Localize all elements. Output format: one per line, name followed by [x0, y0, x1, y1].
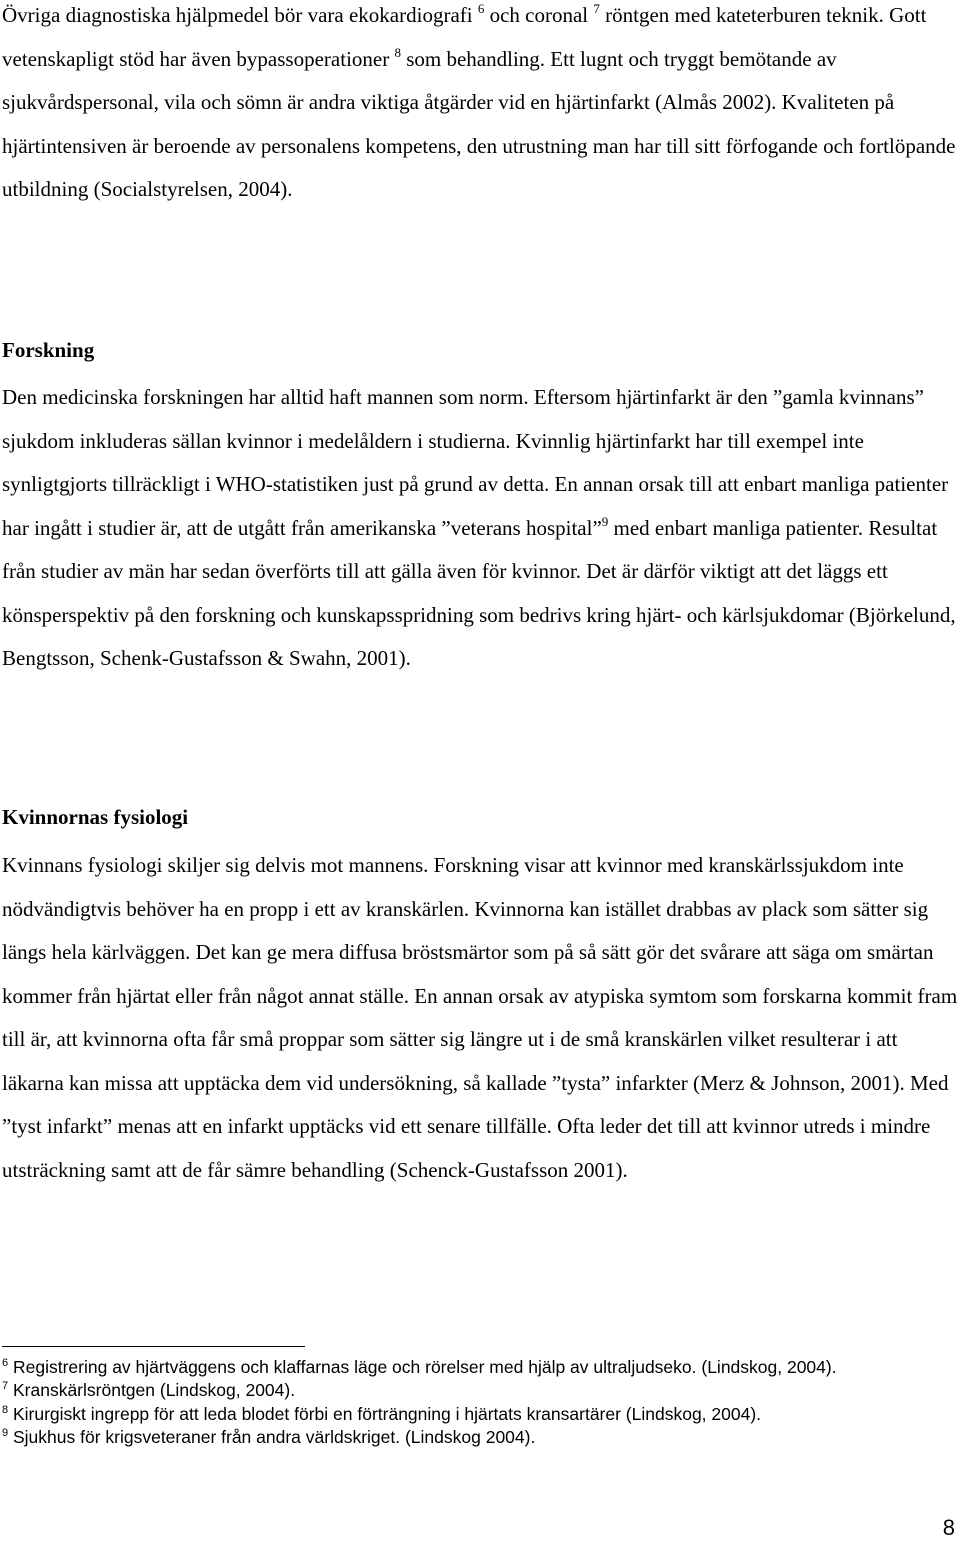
- forskning-text-1: Den medicinska forskningen har alltid haft mannen som norm. Eftersom hjärtinfarkt är den ”gamla kvinnans” sjukdom inkluderas sällan kvinnor i medelåldern i studierna. Kvinnlig hjärtinfarkt har till exempel inte synligtgjorts tillräckligt i WHO-statistiken just på grund av detta. En annan orsak till att enbart manliga patienter har ingått i studier är, att de utgått från amerikanska ”veterans hospital”: [2, 385, 949, 540]
- footnote-number: 8: [2, 1403, 9, 1416]
- forskning-paragraph: [2, 376, 958, 681]
- footnote-text: Kirurgiskt ingrepp för att leda blodet förbi en förträngning i hjärtats kransartärer (Lindskog, 2004).: [8, 1403, 762, 1424]
- footnote-text: Sjukhus för krigsveteraner från andra världskriget. (Lindskog 2004).: [8, 1427, 536, 1448]
- footnote-number: 6: [2, 1357, 9, 1369]
- footnotes: [2, 1356, 952, 1450]
- footnote-9: [2, 1426, 952, 1449]
- footnote-separator: [2, 1346, 305, 1347]
- heading-forskning: Forskning: [2, 338, 95, 362]
- footnote-6: [2, 1356, 952, 1379]
- footnote-text: Kranskärlsröntgen (Lindskog, 2004).: [8, 1380, 296, 1401]
- intro-text-1: Övriga diagnostiska hjälpmedel bör vara ekokardiografi: [2, 3, 478, 27]
- footnote-8: [2, 1403, 952, 1426]
- intro-text-2: och coronal: [484, 3, 594, 27]
- footnote-number: 7: [2, 1380, 9, 1393]
- fysiologi-paragraph: Kvinnans fysiologi skiljer sig delvis mot mannens. Forskning visar att kvinnor med kranskärlssjukdom inte nödvändigtvis behöver ha en propp i ett av kranskärlen. Kvinnorna kan istället drabbas av plack som sätter sig längs hela kärlväggen. Det kan ge mera diffusa bröstsmärtor som på så sätt gör det svårare att säga om smärtan kommer från hjärtat eller från något annat ställe. En annan orsak av atypiska symtom som forskarna kommit fram till är, att kvinnorna ofta får små proppar som sätter sig längre ut i de små kranskärlen vilket resulterar i att läkarna kan missa att upptäcka dem vid undersökning, så kallade ”tysta” infarkter (Merz & Johnson, 2001). Med ”tyst infarkt” menas att en infarkt upptäcks vid ett senare tillfälle. Ofta leder det till att kvinnor utreds i mindre utsträckning samt att de får sämre behandling (Schenck-Gustafsson 2001).: [2, 853, 958, 1182]
- footnote-text: Registrering av hjärtväggens och klaffarnas läge och rörelser med hjälp av ultraljudseko. (Lindskog, 2004).: [8, 1357, 837, 1377]
- intro-text-3: röntgen med kateterburen teknik. Gott vetenskapligt stöd har även bypassoperationer: [2, 3, 927, 71]
- footnote-ref-8: 8: [394, 44, 401, 60]
- intro-text-4: som behandling. Ett lugnt och tryggt bemötande av sjukvårdspersonal, vila och sömn är andra viktiga åtgärder vid en hjärtinfarkt (Almås 2002). Kvaliteten på hjärtintensiven är beroende av personalens kompetens, den utrustning man har till sitt förfogande och fortlöpande utbildning (Socialstyrelsen, 2004).: [2, 46, 956, 201]
- page-number: 8: [942, 1515, 955, 1540]
- heading-kvinnornas-fysiologi: Kvinnornas fysiologi: [2, 805, 189, 829]
- footnote-7: [2, 1379, 952, 1402]
- footnote-ref-6: 6: [477, 1, 485, 16]
- intro-paragraph: [2, 0, 958, 212]
- footnote-number: 9: [2, 1427, 9, 1440]
- footnote-ref-7: 7: [593, 1, 600, 16]
- forskning-text-2: med enbart manliga patienter. Resultat från studier av män har sedan överförts till att gälla även för kvinnor. Det är därför viktigt att det läggs ett könsperspektiv på den forskning och kunskapsspridning som bedrivs kring hjärt- och kärlsjukdomar (Björkelund, Bengtsson, Schenk-Gustafsson & Swahn, 2001).: [2, 515, 956, 670]
- footnote-ref-9: 9: [601, 513, 609, 529]
